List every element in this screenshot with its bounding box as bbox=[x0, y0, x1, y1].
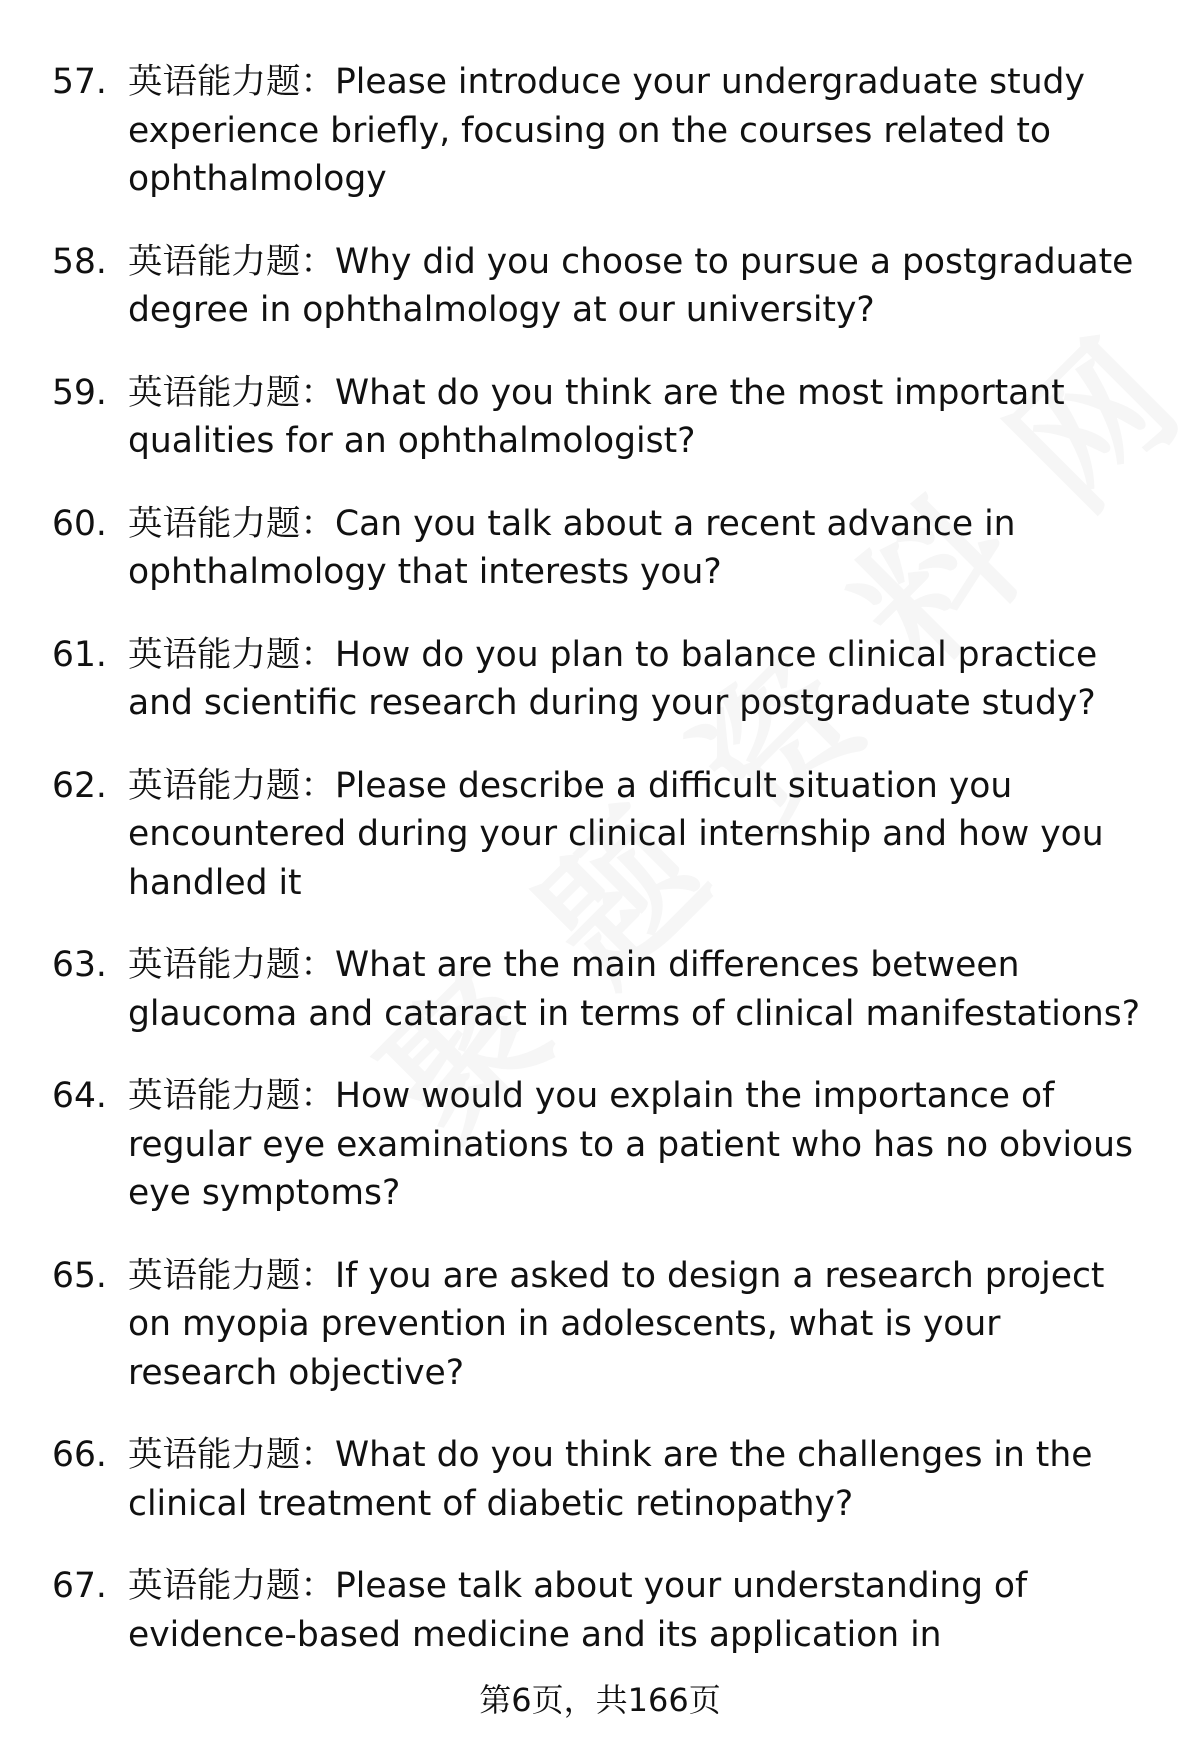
question-text: If you are asked to design a research project on myopia prevention in adolescents, what is your research objective? bbox=[128, 1255, 1105, 1393]
question-text: Why did you choose to pursue a postgraduate degree in ophthalmology at our university? bbox=[128, 241, 1134, 330]
question-text: What do you think are the challenges in the clinical treatment of diabetic retinopathy? bbox=[128, 1435, 1093, 1524]
list-item bbox=[0, 58, 1200, 204]
question-text: Please introduce your undergraduate study experience briefly, focusing on the courses related to ophthalmology bbox=[128, 62, 1085, 199]
question-text: How do you plan to balance clinical practice and scientific research during your postgraduate study? bbox=[128, 634, 1098, 723]
list-item bbox=[0, 1252, 1200, 1398]
question-category: 英语能力题： bbox=[128, 1566, 335, 1606]
question-number: 61. bbox=[52, 634, 107, 675]
question-number: 62. bbox=[52, 765, 107, 806]
question-list bbox=[0, 58, 1200, 1693]
question-text: Please talk about your understanding of evidence-based medicine and its application in bbox=[128, 1566, 1028, 1655]
question-number: 57. bbox=[52, 62, 107, 102]
question-text: Can you talk about a recent advance in ophthalmology that interests you? bbox=[128, 503, 1016, 592]
list-item bbox=[0, 369, 1200, 466]
question-number: 67. bbox=[52, 1566, 107, 1606]
question-category: 英语能力题： bbox=[128, 503, 335, 544]
question-category: 英语能力题： bbox=[128, 945, 335, 985]
page-footer: 第6页，共166页 bbox=[479, 1681, 721, 1719]
question-text: Please describe a difficult situation you encountered during your clinical internship and how you handled it bbox=[128, 765, 1104, 903]
question-number: 66. bbox=[52, 1435, 107, 1475]
question-category: 英语能力题： bbox=[128, 765, 335, 806]
list-item bbox=[0, 238, 1200, 335]
question-number: 65. bbox=[52, 1255, 107, 1296]
list-item bbox=[0, 941, 1200, 1038]
question-category: 英语能力题： bbox=[128, 62, 335, 102]
question-number: 64. bbox=[52, 1076, 107, 1116]
question-category: 英语能力题： bbox=[128, 1435, 335, 1475]
question-number: 59. bbox=[52, 372, 107, 413]
question-category: 英语能力题： bbox=[128, 372, 335, 413]
question-number: 60. bbox=[52, 503, 107, 544]
question-text: How would you explain the importance of regular eye examinations to a patient who has no obvious eye symptoms? bbox=[128, 1076, 1133, 1213]
question-number: 58. bbox=[52, 241, 107, 282]
question-category: 英语能力题： bbox=[128, 1255, 335, 1296]
question-text: What do you think are the most important qualities for an ophthalmologist? bbox=[128, 372, 1065, 461]
list-item bbox=[0, 631, 1200, 728]
question-category: 英语能力题： bbox=[128, 241, 335, 282]
list-item bbox=[0, 1562, 1200, 1659]
question-category: 英语能力题： bbox=[128, 1076, 335, 1116]
list-item bbox=[0, 500, 1200, 597]
question-category: 英语能力题： bbox=[128, 634, 335, 675]
list-item bbox=[0, 1072, 1200, 1218]
question-text: What are the main differences between glaucoma and cataract in terms of clinical manifestations? bbox=[128, 945, 1141, 1034]
list-item bbox=[0, 1431, 1200, 1528]
list-item bbox=[0, 762, 1200, 908]
question-number: 63. bbox=[52, 945, 107, 985]
